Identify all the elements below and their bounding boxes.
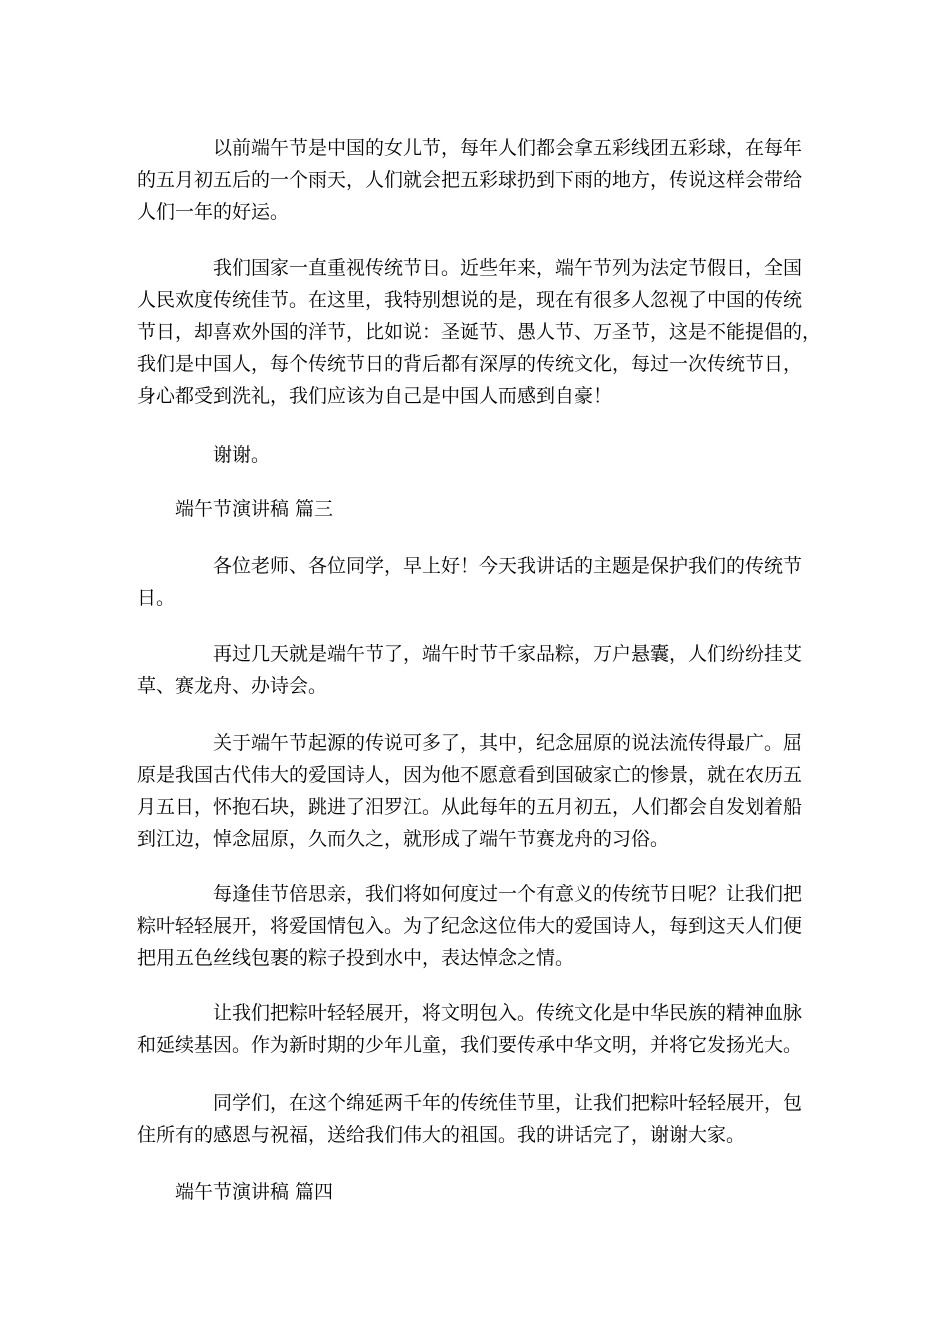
paragraph (137, 132, 817, 228)
paragraph-line: 把用五色丝线包裹的粽子投到水中，表达悼念之情。 (137, 947, 575, 969)
paragraph (137, 439, 817, 471)
paragraph (137, 727, 817, 855)
paragraph (137, 638, 817, 702)
paragraph-line: 每逢佳节倍思亲，我们将如何度过一个有意义的传统节日呢？让我们把 (213, 883, 803, 905)
paragraph-line: 关于端午节起源的传说可多了，其中，纪念屈原的说法流传得最广。屈 (213, 732, 803, 754)
paragraph-line: 同学们，在这个绵延两千年的传统佳节里，让我们把粽叶轻轻展开，包 (213, 1092, 803, 1114)
paragraph-line: 原是我国古代伟大的爱国诗人，因为他不愿意看到国破家亡的惨景，就在农历五 (137, 764, 803, 786)
paragraph-line: 和延续基因。作为新时期的少年儿童，我们要传承中华文明，并将它发扬光大。 (137, 1034, 803, 1056)
paragraph-line: 住所有的感恩与祝福，送给我们伟大的祖国。我的讲话完了，谢谢大家。 (137, 1124, 746, 1146)
paragraph (137, 997, 817, 1061)
paragraph (137, 1087, 817, 1151)
paragraph (137, 550, 817, 614)
paragraph-line: 各位老师、各位同学，早上好！今天我讲话的主题是保护我们的传统节 (213, 555, 803, 577)
paragraph-line: 粽叶轻轻展开，将爱国情包入。为了纪念这位伟大的爱国诗人，每到这天人们便 (137, 915, 803, 937)
paragraph-line: 我们是中国人，每个传统节日的背后都有深厚的传统文化，每过一次传统节日， (137, 353, 803, 375)
paragraph-line: 我们国家一直重视传统节日。近些年来，端午节列为法定节假日，全国 (213, 257, 803, 279)
section-heading: 端午节演讲稿 篇三 (175, 498, 334, 520)
paragraph-line: 以前端午节是中国的女儿节，每年人们都会拿五彩线团五彩球，在每年 (213, 137, 803, 159)
paragraph-line: 到江边，悼念屈原，久而久之，就形成了端午节赛龙舟的习俗。 (137, 828, 670, 850)
paragraph-line: 人们一年的好运。 (137, 201, 290, 223)
paragraph-line: 人民欢度传统佳节。在这里，我特别想说的是，现在有很多人忽视了中国的传统 (137, 289, 803, 311)
paragraph-line: 日。 (137, 587, 176, 609)
paragraph-line: 再过几天就是端午节了，端午时节千家品粽，万户悬囊，人们纷纷挂艾 (213, 643, 803, 665)
paragraph (137, 252, 822, 412)
paragraph (137, 878, 817, 974)
paragraph-line: 节日，却喜欢外国的洋节，比如说：圣诞节、愚人节、万圣节，这是不能提倡的， (137, 321, 822, 343)
paragraph-line: 谢谢。 (213, 444, 271, 466)
paragraph-line: 让我们把粽叶轻轻展开，将文明包入。传统文化是中华民族的精神血脉 (213, 1002, 803, 1024)
paragraph-line: 的五月初五后的一个雨天，人们就会把五彩球扔到下雨的地方，传说这样会带给 (137, 169, 803, 191)
paragraph-line: 身心都受到洗礼，我们应该为自己是中国人而感到自豪！ (137, 385, 613, 407)
paragraph-line: 草、赛龙舟、办诗会。 (137, 675, 328, 697)
section-heading: 端午节演讲稿 篇四 (175, 1181, 334, 1203)
paragraph-line: 月五日，怀抱石块，跳进了汨罗江。从此每年的五月初五，人们都会自发划着船 (137, 796, 803, 818)
